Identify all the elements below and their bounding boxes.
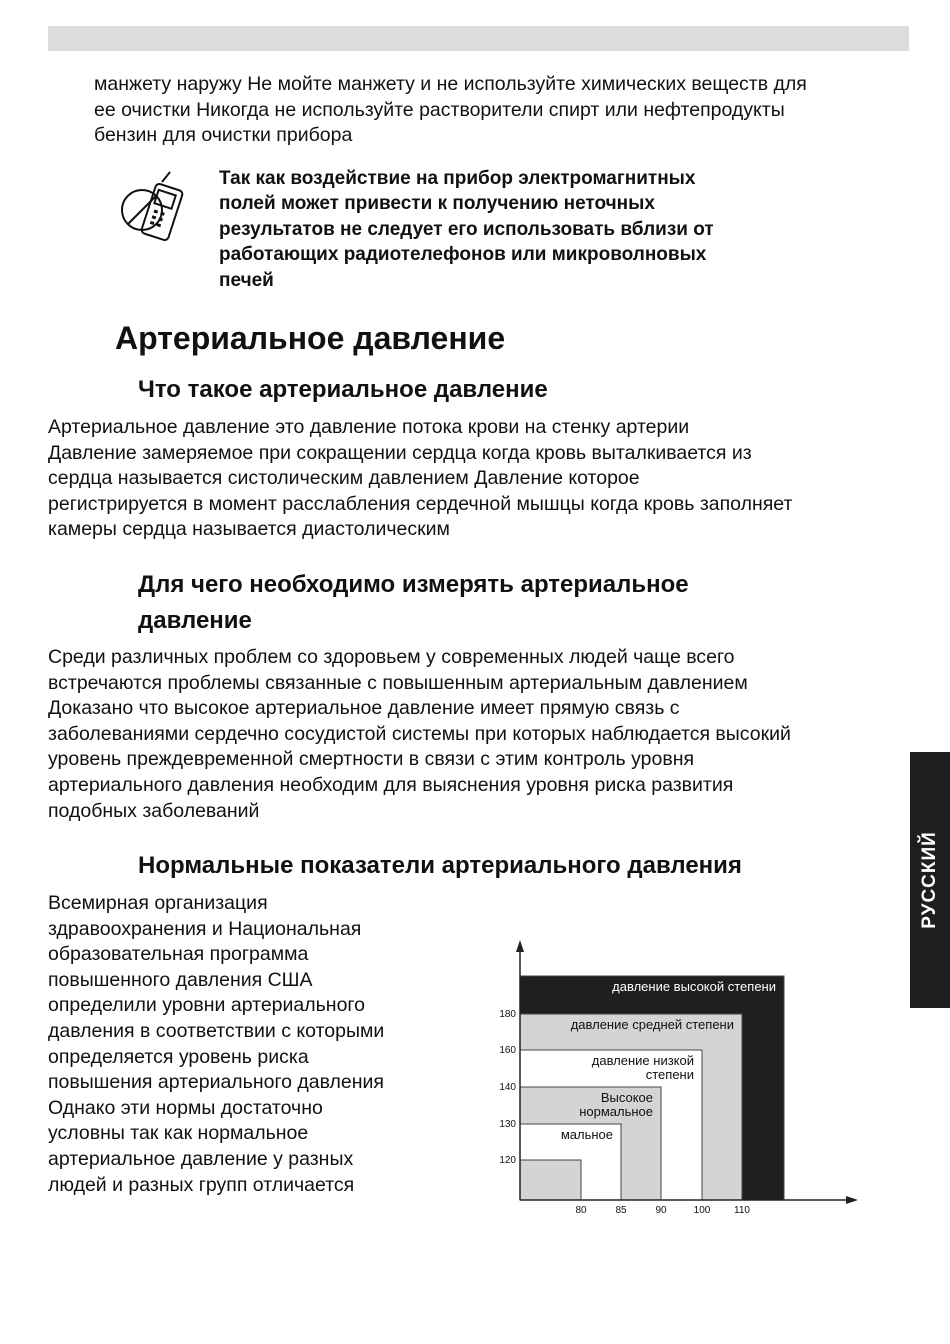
no-mobile-phone-icon [116,168,198,250]
chart-y-tick-label: 120 [499,1155,516,1166]
chart-region-5 [520,1160,581,1200]
chart-region-label-3: Высокое нормальное [579,1090,653,1119]
header-bar [48,26,909,51]
paragraph-why-measure: Среди различных проблем со здоровьем у современных людей чаще всего встречаются проблемы связанные с повышенным артериальным давлением Доказано что высокое артериальное давление имеет прямую связь с заболеваниями сердечно сосудистой системы при которых наблюдается высокий уровень преждевременной смертности в связи с этим контроль уровня артериального давления необходим для выяснения уровня риска развития подобных заболеваний [48,646,791,822]
chart-y-tick-label: 160 [499,1045,516,1056]
subsection-title-why-measure: Для чего необходимо измерять артериальное давление [138,571,689,634]
chart-region-label-0: давление высокой степени [612,979,776,994]
paragraph-normal-values: Всемирная организация здравоохранения и Национальная образовательная программа повышенного давления США определили уровни артериального давления в соответствии с которыми определяется уровень риска повышения артериального давления Однако эти нормы достаточно условны так как нормальное артериальное давление у разных людей и разных групп отличается [48,892,385,1196]
subsection-title-normal-values: Нормальные показатели артериального давления [138,852,742,879]
chart-y-tick-label: 130 [499,1119,516,1130]
chart-y-tick-label: 180 [499,1009,516,1020]
chart-x-tick-label: 100 [693,1205,711,1216]
intro-paragraph: манжету наружу Не мойте манжету и не используйте химических веществ для ее очистки Никогда не используйте растворители спирт или нефтепродукты бензин для очистки прибора [94,73,807,147]
paragraph-what-is: Артериальное давление это давление потока крови на стенку артерии Давление замеряемое при сокращении сердца когда кровь выталкивается из сердца называется систолическим давлением Давление которое регистрируется в момент расслабления сердечной мышцы когда кровь заполняет камеры сердца называется диастолическим [48,416,793,541]
chart-region-label-4: мальное [560,1127,613,1142]
subsection-title-what-is: Что такое артериальное давление [138,376,548,403]
language-tab-label: РУССКИЙ [919,831,940,929]
blood-pressure-chart [488,930,868,1230]
chart-x-axis-arrow [846,1196,858,1204]
chart-region-label-1: давление средней степени [570,1017,734,1032]
chart-y-axis-arrow [516,940,524,952]
chart-y-tick-label: 140 [499,1082,516,1093]
chart-x-tick-label: 110 [734,1205,750,1216]
chart-region-label-2: давление низкой степени [591,1053,694,1082]
chart-x-tick-label: 85 [615,1205,627,1216]
section-title: Артериальное давление [115,320,506,356]
warning-text: Так как воздействие на прибор электромагнитных полей может привести к получению неточных результатов не следует его использовать вблизи от работающих радиотелефонов или микроволновых печей [219,168,714,291]
chart-x-tick-label: 90 [655,1205,667,1216]
chart-x-tick-label: 80 [575,1205,587,1216]
language-tab [910,752,950,1008]
